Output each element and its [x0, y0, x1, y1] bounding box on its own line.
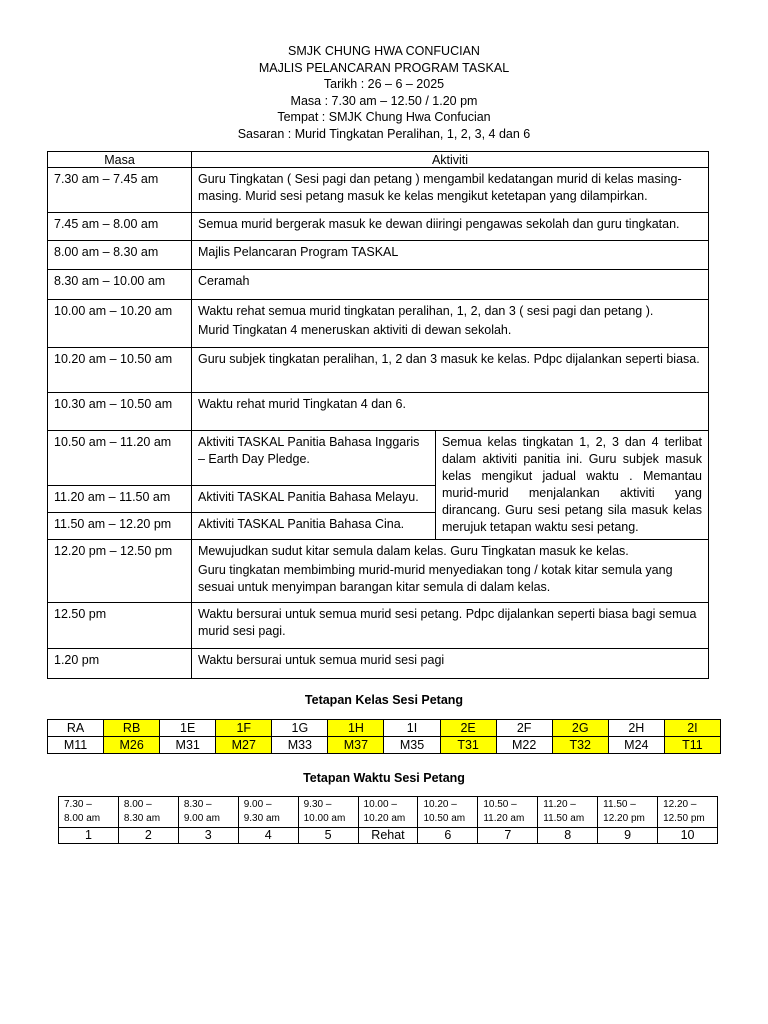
row-activity [192, 486, 436, 513]
activity-text: Waktu bersurai untuk semua murid sesi petang. Pdpc dijalankan seperti biasa bagi semua murid sesi pagi. [198, 607, 697, 638]
school-name: SMJK CHUNG HWA CONFUCIAN [288, 44, 480, 58]
slot-start: 9.30 – [303, 799, 332, 810]
schedule-row [48, 603, 709, 649]
row-activity [192, 513, 436, 540]
room-cell: M22 [496, 737, 552, 754]
waktu-title: Tetapan Waktu Sesi Petang [303, 771, 465, 785]
row-time: 8.30 am – 10.00 am [48, 270, 192, 300]
period-cell: 3 [178, 828, 238, 844]
slot-end: 8.30 am [123, 813, 161, 824]
slot-start: 11.50 – [603, 799, 636, 810]
class-cell: 2H [608, 720, 664, 737]
activity-text: Waktu rehat semua murid tingkatan peralihan, 1, 2, dan 3 ( sesi pagi dan petang ). [198, 304, 654, 318]
row-activity [192, 213, 709, 241]
room-row [48, 737, 721, 754]
schedule-row [48, 300, 709, 348]
row-time: 11.20 am – 11.50 am [48, 486, 192, 513]
slot-cell [118, 797, 178, 828]
period-cell: 8 [538, 828, 598, 844]
class-cell: 1E [160, 720, 216, 737]
schedule-row [48, 241, 709, 270]
period-cell: Rehat [358, 828, 418, 844]
period-cell: 4 [238, 828, 298, 844]
col-header-activity: Aktiviti [192, 152, 709, 168]
slot-start: 7.30 – [64, 799, 92, 810]
class-cell: 1I [384, 720, 440, 737]
period-cell: 5 [298, 828, 358, 844]
schedule-row [48, 213, 709, 241]
slot-start: 9.00 – [243, 799, 272, 810]
row-time: 10.30 am – 10.50 am [48, 393, 192, 431]
slot-cell [358, 797, 418, 828]
row-activity [192, 168, 709, 213]
waktu-table [58, 796, 718, 844]
slot-cell [658, 797, 718, 828]
slot-end: 10.20 am [363, 813, 406, 824]
room-cell: M26 [104, 737, 160, 754]
activity-text: Aktiviti TASKAL Panitia Bahasa Cina. [198, 517, 405, 531]
activity-text: Waktu rehat murid Tingkatan 4 dan 6. [198, 397, 406, 411]
schedule-header-row [48, 152, 709, 168]
slot-end: 11.50 am [543, 813, 585, 824]
activity-text: Aktiviti TASKAL Panitia Bahasa Inggaris – Earth Day Pledge. [198, 435, 420, 466]
room-cell: M33 [272, 737, 328, 754]
schedule-row [48, 540, 709, 603]
class-cell: 2I [664, 720, 720, 737]
activity-text: Waktu bersurai untuk semua murid sesi pagi [198, 653, 445, 667]
period-cell: 1 [59, 828, 119, 844]
class-cell: 1F [216, 720, 272, 737]
row-time: 7.45 am – 8.00 am [48, 213, 192, 241]
class-cell: RB [104, 720, 160, 737]
slot-start: 10.20 – [423, 799, 457, 810]
slot-end: 11.20 am [483, 813, 525, 824]
room-cell: M24 [608, 737, 664, 754]
schedule-row [48, 649, 709, 679]
room-cell: M35 [384, 737, 440, 754]
col-header-time: Masa [48, 152, 192, 168]
slot-start: 8.00 – [123, 799, 152, 810]
period-cell: 9 [598, 828, 658, 844]
slot-cell [59, 797, 119, 828]
activity-text: Semua murid bergerak masuk ke dewan diiringi pengawas sekolah dan guru tingkatan. [198, 217, 680, 231]
row-time: 8.00 am – 8.30 am [48, 241, 192, 270]
class-cell: 2E [440, 720, 496, 737]
class-cell: 1G [272, 720, 328, 737]
slot-cell [178, 797, 238, 828]
row-activity [192, 300, 709, 348]
period-cell: 7 [478, 828, 538, 844]
slot-start: 10.50 – [483, 799, 517, 810]
slot-end: 12.20 pm [603, 813, 645, 824]
class-cell: 2G [552, 720, 608, 737]
row-time: 10.00 am – 10.20 am [48, 300, 192, 348]
room-cell: M37 [328, 737, 384, 754]
kelas-table [47, 719, 721, 754]
event-target: Sasaran : Murid Tingkatan Peralihan, 1, 2, 3, 4 dan 6 [237, 126, 531, 141]
panitia-note: Semua kelas tingkatan 1, 2, 3 dan 4 terlibat dalam aktiviti panitia ini. Guru subjek masuk kelas mengikut jadual waktu . Memantau murid-murid menjalankan aktiviti yang dirancang. Guru sesi petang sila masuk kelas merujuk tetapan waktu sesi petang. [436, 431, 709, 540]
activity-text: Majlis Pelancaran Program TASKAL [198, 245, 399, 259]
room-cell: T11 [664, 737, 720, 754]
period-row [59, 828, 718, 844]
activity-text: Guru tingkatan membimbing murid-murid menyediakan tong / kotak kitar semula yang sesuai untuk menyimpan barangan kitar semula di dalam kelas. [198, 563, 673, 594]
slot-start: 11.20 – [543, 799, 576, 810]
row-activity [192, 540, 709, 603]
slot-start: 12.20 – [663, 799, 697, 810]
event-title: MAJLIS PELANCARAN PROGRAM TASKAL [258, 60, 510, 75]
slot-end: 12.50 pm [663, 813, 705, 824]
room-cell: M11 [48, 737, 104, 754]
slot-cell [538, 797, 598, 828]
row-activity [192, 431, 436, 486]
period-cell: 10 [658, 828, 718, 844]
kelas-title: Tetapan Kelas Sesi Petang [304, 693, 464, 707]
row-activity [192, 241, 709, 270]
class-row [48, 720, 721, 737]
period-cell: 6 [418, 828, 478, 844]
row-activity [192, 393, 709, 431]
room-cell: M27 [216, 737, 272, 754]
slot-end: 8.00 am [64, 813, 101, 824]
row-activity [192, 270, 709, 300]
period-cell: 2 [118, 828, 178, 844]
row-time: 7.30 am – 7.45 am [48, 168, 192, 213]
event-time: Masa : 7.30 am – 12.50 / 1.20 pm [290, 93, 478, 108]
document-header [0, 43, 768, 142]
event-date: Tarikh : 26 – 6 – 2025 [323, 77, 445, 91]
row-time: 12.50 pm [48, 603, 192, 649]
class-cell: 2F [496, 720, 552, 737]
schedule-row [48, 270, 709, 300]
row-time: 11.50 am – 12.20 pm [48, 513, 192, 540]
room-cell: T32 [552, 737, 608, 754]
slot-end: 10.50 am [423, 813, 466, 824]
activity-text: Murid Tingkatan 4 meneruskan aktiviti di dewan sekolah. [198, 323, 512, 337]
room-cell: T31 [440, 737, 496, 754]
row-activity [192, 649, 709, 679]
slot-end: 9.30 am [243, 813, 280, 824]
activity-text: Aktiviti TASKAL Panitia Bahasa Melayu. [198, 490, 419, 505]
slot-end: 9.00 am [183, 813, 220, 824]
class-cell: RA [48, 720, 104, 737]
slot-cell [418, 797, 478, 828]
activity-text: Guru Tingkatan ( Sesi pagi dan petang ) mengambil kedatangan murid di kelas masing-masing. Murid sesi petang masuk ke kelas mengikut ketetapan yang dilampirkan. [198, 172, 682, 203]
schedule-row [48, 168, 709, 213]
activity-text: Ceramah [198, 274, 250, 288]
slot-cell [478, 797, 538, 828]
slot-cell [298, 797, 358, 828]
row-time: 10.20 am – 10.50 am [48, 348, 192, 393]
slot-cell [598, 797, 658, 828]
schedule-row [48, 348, 709, 393]
schedule-table [47, 151, 709, 679]
activity-text: Guru subjek tingkatan peralihan, 1, 2 dan 3 masuk ke kelas. Pdpc dijalankan seperti biasa. [198, 352, 700, 366]
slot-start: 10.00 – [363, 799, 397, 810]
schedule-row [48, 393, 709, 431]
row-activity [192, 603, 709, 649]
slot-row [59, 797, 718, 828]
slot-start: 8.30 – [183, 799, 212, 810]
row-time: 12.20 pm – 12.50 pm [48, 540, 192, 603]
row-time: 10.50 am – 11.20 am [48, 431, 192, 486]
row-time: 1.20 pm [48, 649, 192, 679]
class-cell: 1H [328, 720, 384, 737]
activity-text: Mewujudkan sudut kitar semula dalam kelas. Guru Tingkatan masuk ke kelas. [198, 544, 629, 558]
room-cell: M31 [160, 737, 216, 754]
slot-end: 10.00 am [303, 813, 346, 824]
slot-cell [238, 797, 298, 828]
event-venue: Tempat : SMJK Chung Hwa Confucian [277, 110, 491, 124]
row-activity [192, 348, 709, 393]
schedule-row [48, 431, 709, 486]
